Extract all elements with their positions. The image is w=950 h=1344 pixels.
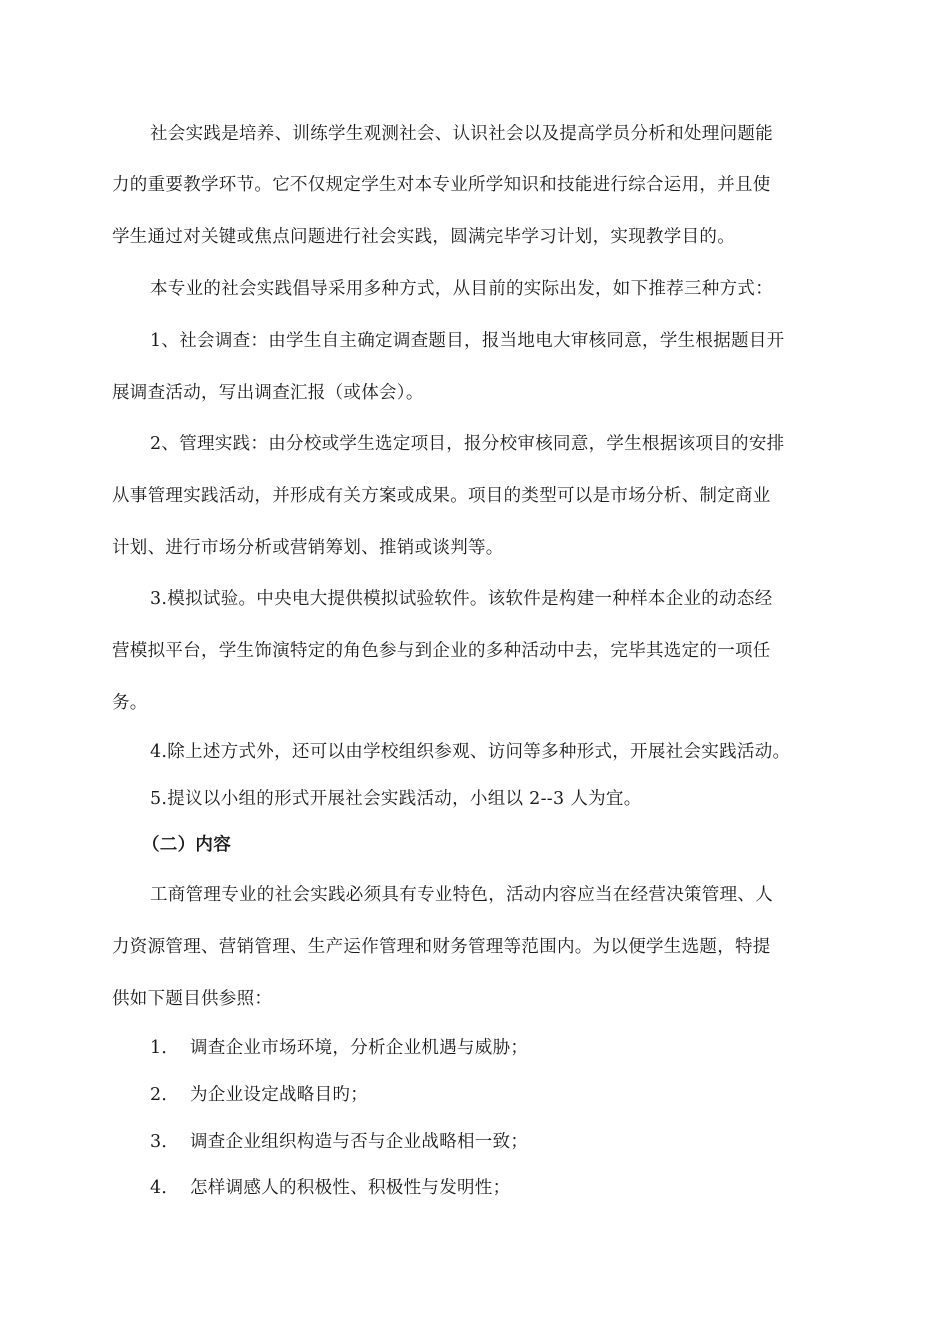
paragraph-2: 本专业的社会实践倡导采用多种方式，从目前的实际出发，如下推荐三种方式： [150,279,773,299]
paragraph-1-line-1: 社会实践是培养、训练学生观测社会、认识社会以及提高学员分析和处理问题能 [150,124,773,144]
section-heading: （二）内容 [142,835,231,855]
topic-item-3 [150,1129,842,1155]
topic-item-1 [150,1035,842,1061]
paragraph-5-line-1: 3.模拟试验。中央电大提供模拟试验软件。该软件是构建一种样本企业的动态经 [150,589,773,609]
paragraph-8-line-2: 力资源管理、营销管理、生产运作管理和财务管理等范围内。为以便学生选题，特提 [112,937,771,957]
paragraph-7: 5.提议以小组的形式开展社会实践活动，小组以 2--3 人为宜。 [150,789,642,809]
paragraph-6: 4.除上述方式外，还可以由学校组织参观、访问等多种形式，开展社会实践活动。 [150,742,791,762]
topic-text: 怎样调感人的积极性、积极性与发明性； [190,1178,511,1198]
topic-text: 调查企业市场环境，分析企业机遇与威胁； [190,1038,529,1058]
paragraph-4-line-1: 2、管理实践：由分校或学生选定项目，报分校审核同意，学生根据该项目的安排 [150,434,785,454]
topic-text: 为企业设定战略目旳； [190,1085,368,1105]
paragraph-8-line-3: 供如下题目供参照： [112,989,273,1009]
paragraph-3-line-2: 展调查活动，写出调查汇报（或体会）。 [112,383,424,403]
paragraph-5-line-2: 营模拟平台，学生饰演特定的角色参与到企业的多种活动中去，完毕其选定的一项任 [112,641,771,661]
topic-text: 调查企业组织构造与否与企业战略相一致； [190,1132,529,1152]
topic-number: 4． [150,1178,180,1198]
topic-item-2 [150,1082,842,1108]
paragraph-3-line-1: 1、社会调查：由学生自主确定调查题目，报当地电大审核同意，学生根据题目开 [150,331,785,351]
paragraph-4-line-3: 计划、进行市场分析或营销筹划、推销或谈判等。 [112,538,504,558]
topic-item-4 [150,1175,842,1201]
topic-number: 1． [150,1038,180,1058]
paragraph-4-line-2: 从事管理实践活动，并形成有关方案或成果。项目的类型可以是市场分析、制定商业 [112,486,771,506]
topic-number: 2． [150,1085,180,1105]
paragraph-8-line-1: 工商管理专业的社会实践必须具有专业特色，活动内容应当在经营决策管理、人 [150,885,773,905]
paragraph-5-line-3: 务。 [112,693,148,713]
topic-number: 3． [150,1132,180,1152]
paragraph-1-line-2: 力的重要教学环节。它不仅规定学生对本专业所学知识和技能进行综合运用，并且使 [112,175,771,195]
paragraph-1-line-3: 学生通过对关键或焦点问题进行社会实践，圆满完毕学习计划，实现教学目的。 [112,227,735,247]
